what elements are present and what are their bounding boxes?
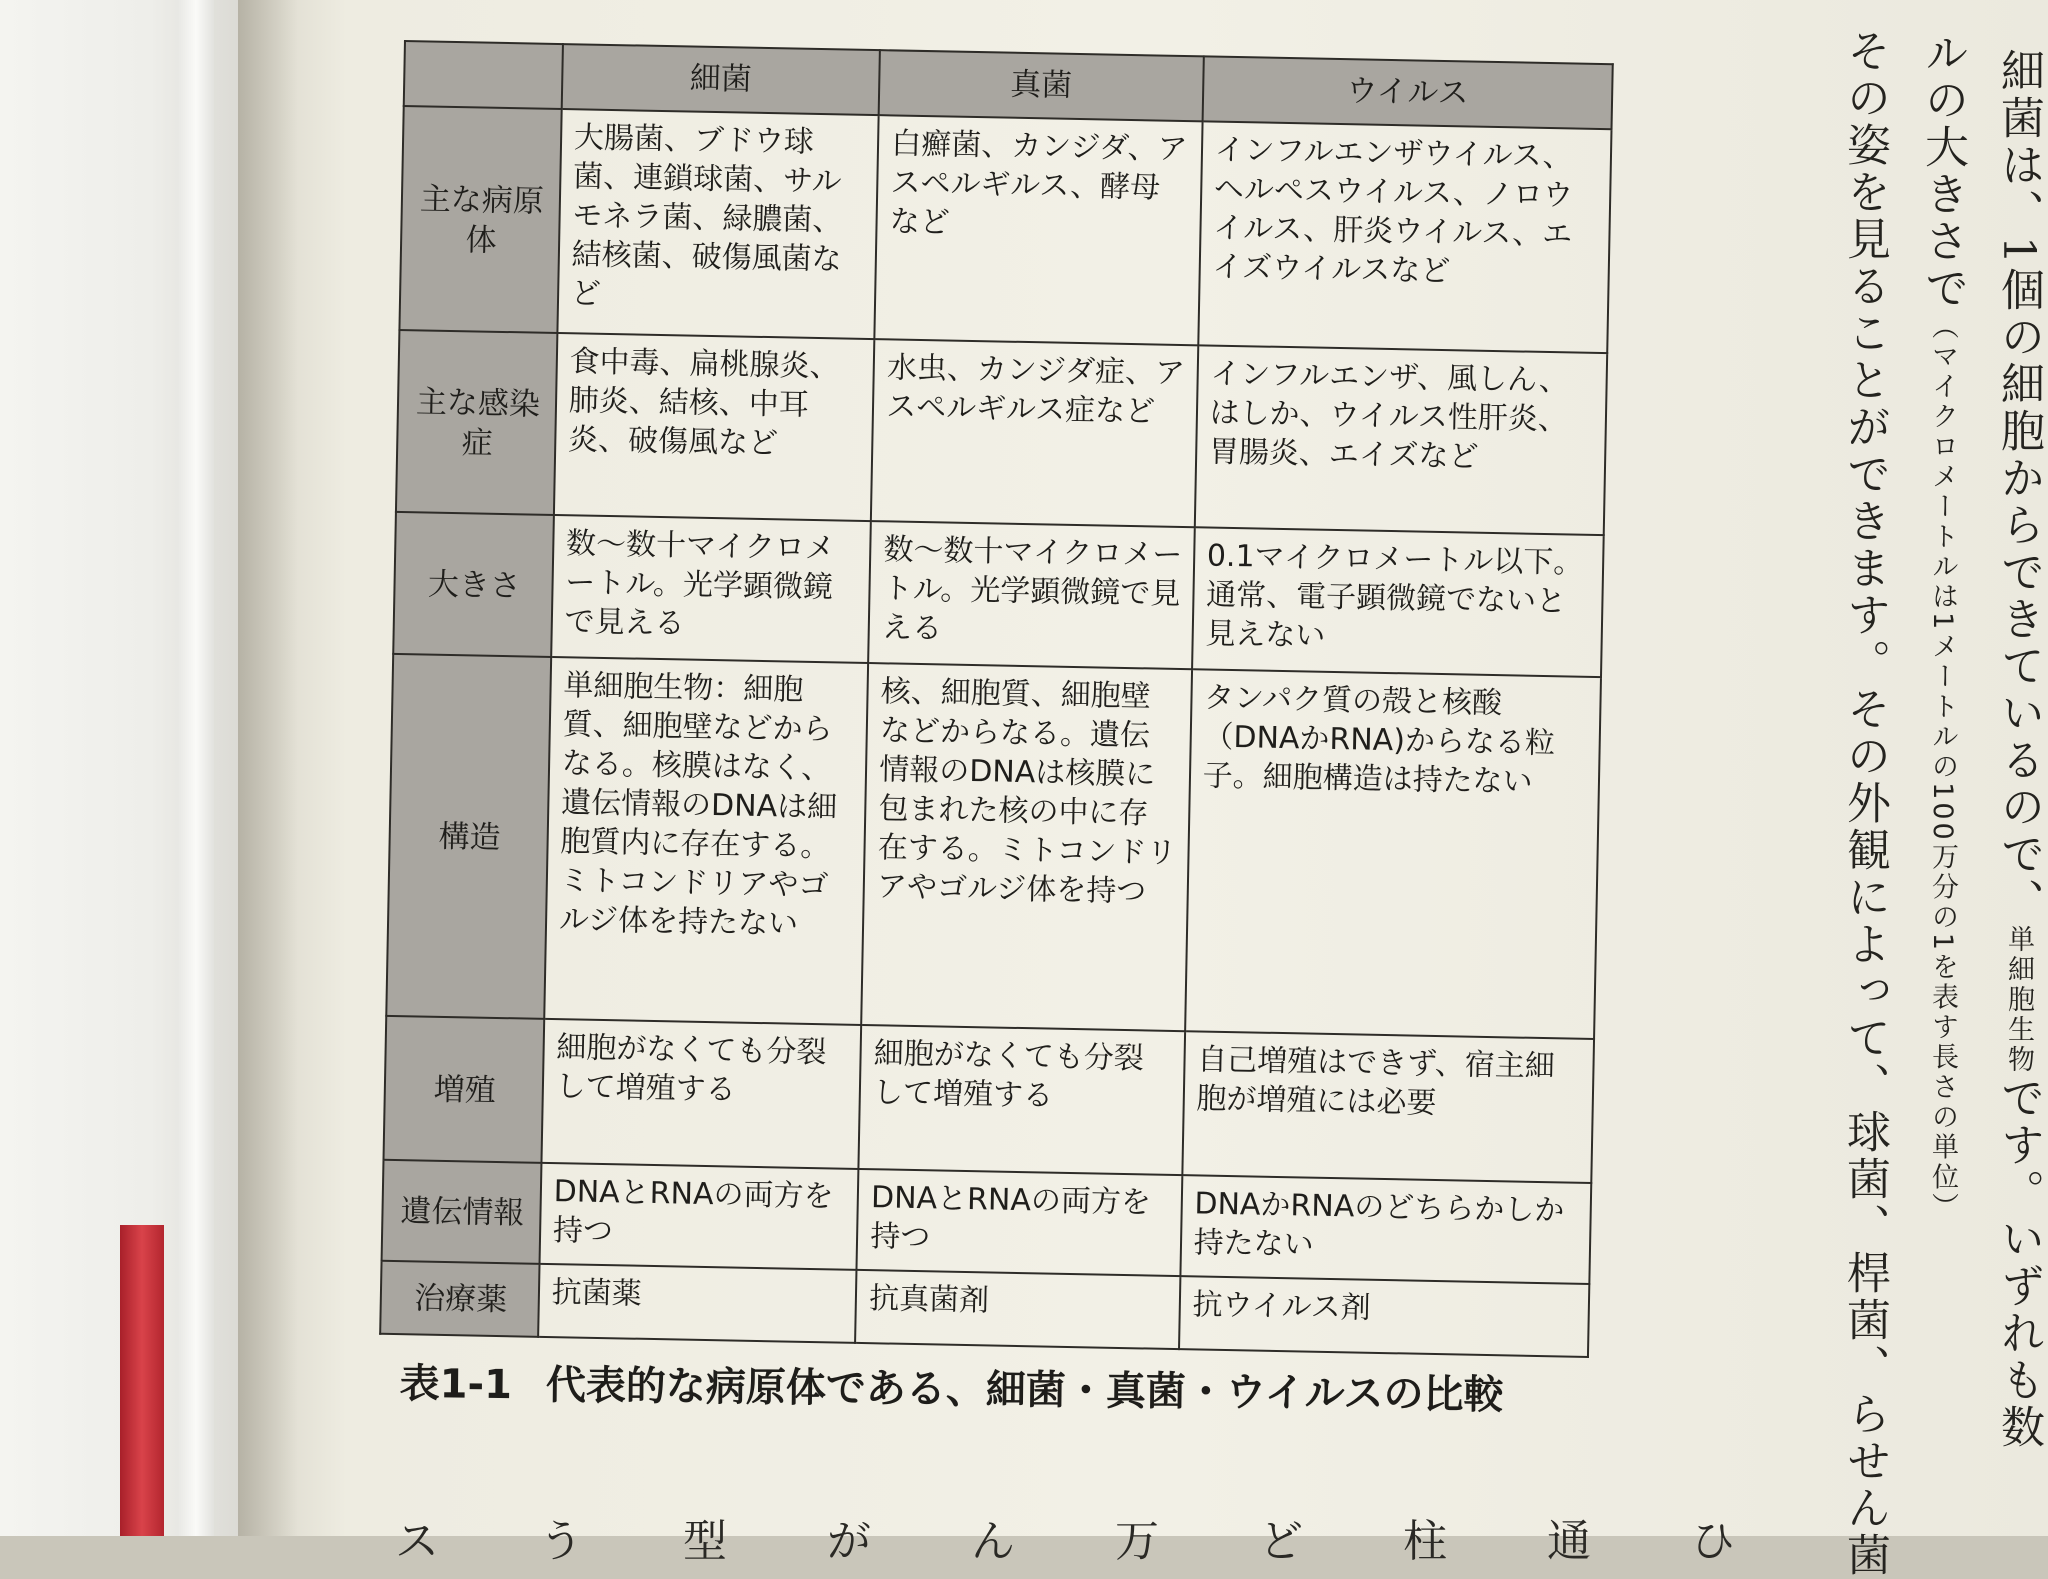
cell-infections-fungi: 水虫、カンジダ症、アスペルギルス症など bbox=[871, 339, 1198, 527]
cell-size-fungi: 数～数十マイクロメートル。光学顕微鏡で見える bbox=[868, 522, 1194, 670]
vertical-text-column-1-part-a: 細菌は、1個の細胞からできているので、 bbox=[1993, 48, 2044, 925]
row-label-genetic-info: 遺伝情報 bbox=[382, 1160, 542, 1264]
vertical-text-column-3: その姿を見ることができます。その外観によって、球菌、桿菌、らせん菌 bbox=[1839, 28, 1890, 1579]
cell-size-virus: 0.1マイクロメートル以下。通常、電子顕微鏡でないと見えない bbox=[1192, 528, 1604, 677]
cell-infections-bacteria: 食中毒、扁桃腺炎、肺炎、結核、中耳炎、破傷風など bbox=[554, 333, 875, 521]
table-caption-number: 表1-1 bbox=[399, 1360, 513, 1409]
cell-reproduction-bacteria: 細胞がなくても分裂して増殖する bbox=[541, 1019, 861, 1169]
cell-treatment-bacteria: 抗菌薬 bbox=[538, 1264, 857, 1343]
vertical-text-column-1-part-c: です。いずれも数 bbox=[1993, 1075, 2044, 1451]
comparison-table bbox=[379, 40, 1614, 1358]
cell-genetic-info-fungi: DNAとRNAの両方を持つ bbox=[857, 1169, 1182, 1276]
cell-genetic-info-virus: DNAかRNAのどちらかしか持たない bbox=[1180, 1175, 1591, 1284]
row-label-infections: 主な感染症 bbox=[396, 330, 557, 515]
vertical-text-ruby-unicellular: 単細胞生物 bbox=[2003, 925, 2034, 1075]
cell-reproduction-fungi: 細胞がなくても分裂して増殖する bbox=[859, 1025, 1185, 1175]
cell-genetic-info-bacteria: DNAとRNAの両方を持つ bbox=[539, 1163, 858, 1270]
table-row-size bbox=[393, 512, 1603, 677]
table-caption bbox=[399, 1352, 1503, 1421]
vertical-text-column-2 bbox=[1917, 30, 1968, 1223]
bottom-text-line: ス う 型 が ん 万 ど 柱 通 ひ bbox=[395, 1516, 1763, 1567]
row-label-size: 大きさ bbox=[393, 512, 553, 657]
cell-size-bacteria: 数～数十マイクロメートル。光学顕微鏡で見える bbox=[551, 515, 871, 663]
cell-treatment-fungi: 抗真菌剤 bbox=[855, 1270, 1180, 1349]
cell-structure-virus: タンパク質の殻と核酸（DNAかRNA)からなる粒子。細胞構造は持たない bbox=[1185, 669, 1601, 1039]
cell-pathogens-fungi: 白癬菌、カンジダ、アスペルギルス、酵母など bbox=[875, 115, 1203, 346]
table-row-reproduction bbox=[383, 1016, 1594, 1183]
cell-reproduction-virus: 自己増殖はできず、宿主細胞が増殖には必要 bbox=[1182, 1031, 1594, 1182]
cell-treatment-virus: 抗ウイルス剤 bbox=[1179, 1276, 1590, 1357]
cell-structure-fungi: 核、細胞質、細胞壁などからなる。遺伝情報のDNAは核膜に包まれた核の中に存在する。ミトコンドリアやゴルジ体を持つ bbox=[861, 663, 1191, 1031]
row-label-treatment: 治療薬 bbox=[380, 1261, 539, 1337]
cell-structure-bacteria: 単細胞生物：細胞質、細胞壁などからなる。核膜はなく、遺伝情報のDNAは細胞質内に存在する。ミトコンドリアやゴルジ体を持たない bbox=[544, 657, 868, 1025]
header-bacteria: 細菌 bbox=[561, 44, 880, 115]
vertical-text-column-2-part-a: ルの大きさで bbox=[1917, 30, 1968, 312]
table-row-structure bbox=[386, 654, 1601, 1039]
header-corner-cell bbox=[404, 41, 563, 109]
table-row-pathogens bbox=[399, 106, 1611, 354]
vertical-text-unit-note: （マイクロメートルは1メートルの100万分の1を表す長さの単位） bbox=[1927, 312, 1958, 1223]
vertical-text-column-1 bbox=[1993, 48, 2044, 1451]
page-gutter-shadow bbox=[238, 0, 298, 1536]
table-caption-text: 代表的な病原体である、細菌・真菌・ウイルスの比較 bbox=[545, 1362, 1504, 1419]
red-bookmark-ribbon bbox=[120, 1225, 164, 1536]
book-spine bbox=[178, 0, 214, 1536]
table-row-infections bbox=[396, 330, 1607, 535]
cell-pathogens-virus: インフルエンザウイルス、ヘルペスウイルス、ノロウイルス、肝炎ウイルス、エイズウイルスなど bbox=[1198, 121, 1612, 353]
row-label-reproduction: 増殖 bbox=[383, 1016, 543, 1163]
cell-infections-virus: インフルエンザ、風しん、はしか、ウイルス性肝炎、胃腸炎、エイズなど bbox=[1194, 346, 1607, 536]
cell-pathogens-bacteria: 大腸菌、ブドウ球菌、連鎖球菌、サルモネラ菌、緑膿菌、結核菌、破傷風菌など bbox=[557, 109, 879, 340]
header-virus: ウイルス bbox=[1202, 56, 1613, 129]
row-label-pathogens: 主な病原体 bbox=[399, 106, 561, 334]
header-fungi: 真菌 bbox=[879, 50, 1204, 121]
row-label-structure: 構造 bbox=[386, 654, 551, 1019]
